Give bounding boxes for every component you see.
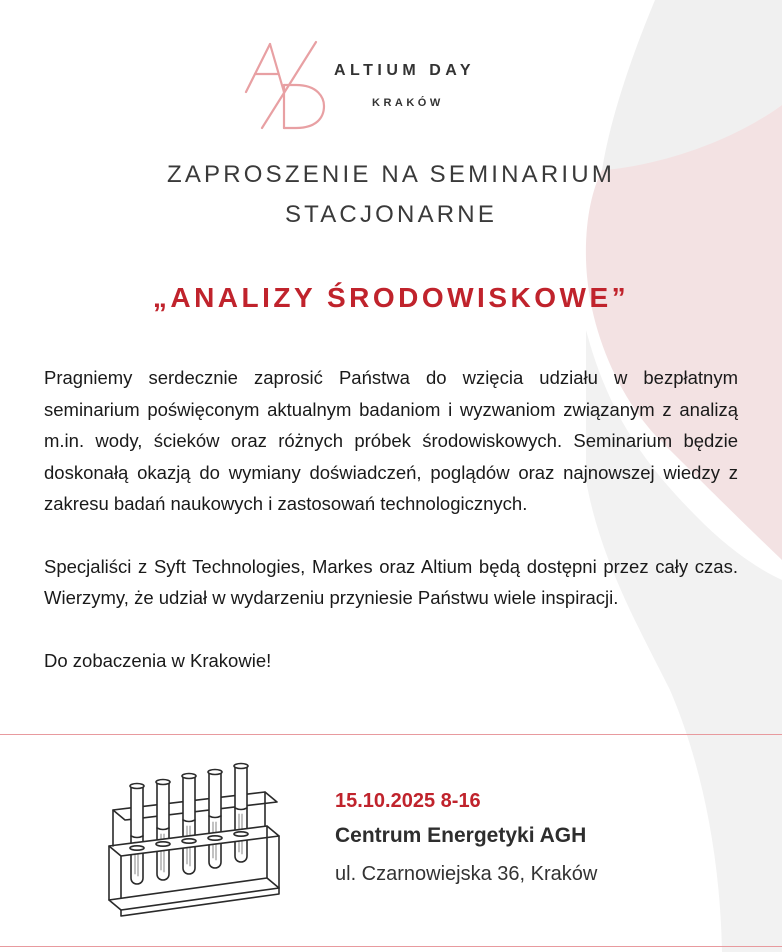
invitation-heading-line2: STACJONARNE xyxy=(284,201,498,228)
invitation-heading-line1: ZAPROSZENIE NA SEMINARIUM xyxy=(166,161,616,188)
body-paragraph-closing: Do zobaczenia w Krakowie! xyxy=(44,649,272,671)
brand-name: ALTIUM DAY xyxy=(334,62,475,79)
body-paragraph: Specjaliści z Syft Technologies, Markes oraz Altium będą dostępni przez cały czas. Wierzymy, że udział w wydarzeniu przyniesie Państwu wiele inspiracji. xyxy=(44,555,738,608)
footer-divider xyxy=(0,946,782,947)
invitation-body xyxy=(44,362,738,707)
event-venue: Centrum Energetyki AGH xyxy=(335,824,587,847)
brand-city: KRAKÓW xyxy=(372,97,444,109)
ad-monogram-icon xyxy=(240,40,330,135)
event-address: ul. Czarnowiejska 36, Kraków xyxy=(335,863,598,885)
body-paragraph: Pragniemy serdecznie zaprosić Państwa do wzięcia udziału w bezpłatnym seminarium poświęconym aktualnym badaniom i wyzwaniom związanym z analizą m.in. wody, ścieków oraz różnych próbek środowiskowych. Seminarium będzie doskonałą okazją do wymiany doświadczeń, poglądów oraz najnowszej wiedzy z zakresu badań naukowych i zastosowań technologicznych. xyxy=(44,367,738,514)
seminar-title: „ANALIZY ŚRODOWISKOWE” xyxy=(152,282,630,313)
event-date: 15.10.2025 8-16 xyxy=(335,790,481,812)
section-divider xyxy=(0,734,782,735)
invitation-heading xyxy=(0,155,782,235)
test-tubes-rack-icon xyxy=(105,758,285,923)
